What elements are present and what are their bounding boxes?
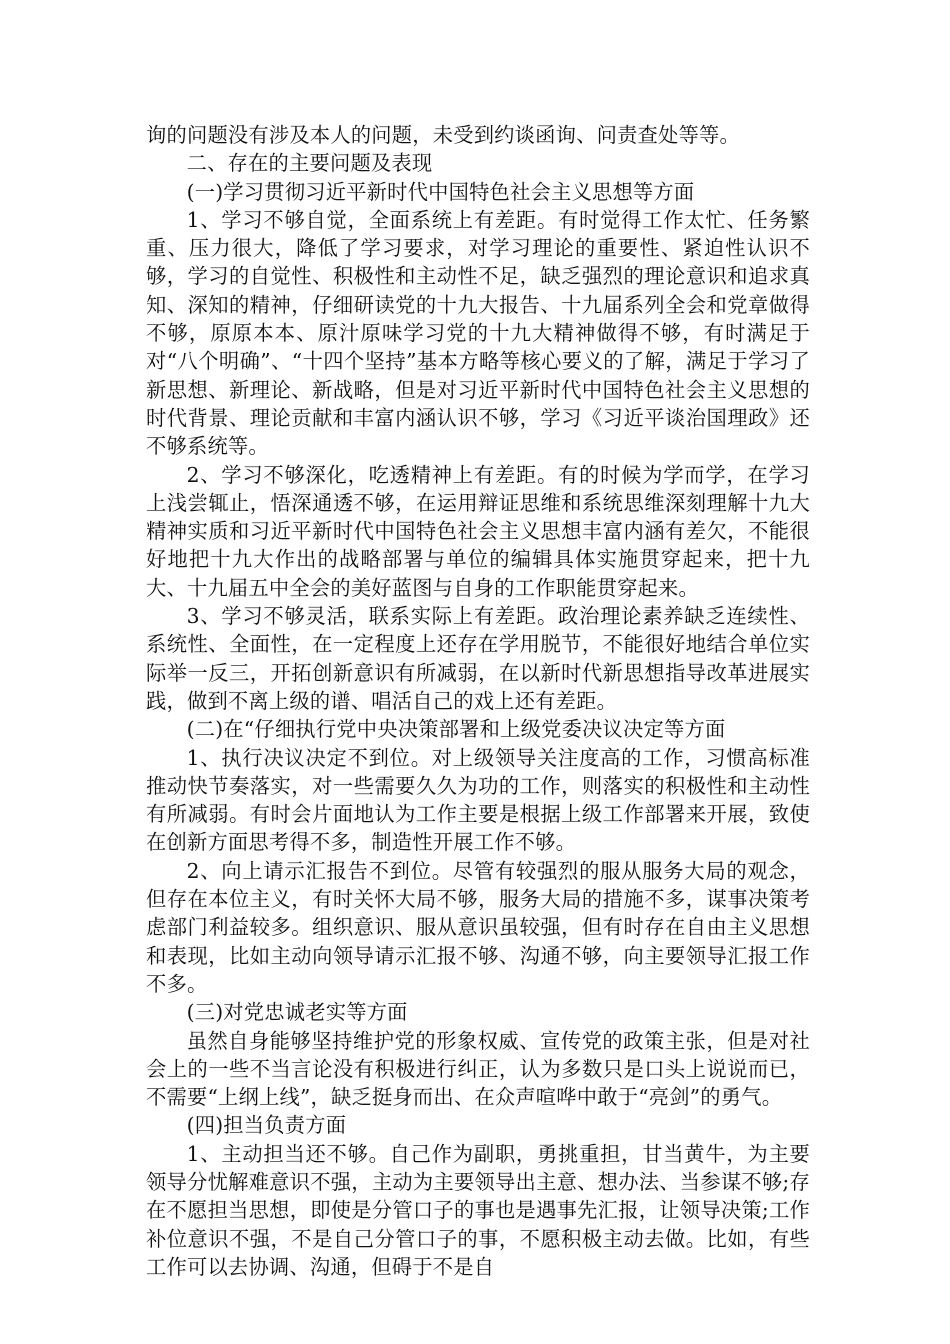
subsection-heading-2: (二)在“仔细执行党中央决策部署和上级党委决议决定等方面 (186, 717, 726, 742)
paragraph-execution-1: 1、执行决议决定不到位。对上级领导关注度高的工作，习惯高标准推动快节奏落实，对一些需要久久为功的工作，则落实的积极性和主动性有所减弱。有时会片面地认为工作主要是根据上级工作部署来开展，致使在创新方面思考得不多，制造性开展工作不够。 (146, 745, 810, 855)
document-page (146, 121, 810, 1281)
subsection-heading-1: (一)学习贯彻习近平新时代中国特色社会主义思想等方面 (186, 179, 695, 204)
subsection-heading-4: (四)担当负责方面 (186, 1113, 347, 1138)
paragraph-responsibility-1: 1、主动担当还不够。自己作为副职，勇挑重担，甘当黄牛，为主要领导分忧解难意识不强，主动为主要领导出主意、想办法、当参谋不够;存在不愿担当思想，即使是分管口子的事也是遇事先汇报，让领导决策;工作补位意识不强，不是自己分管口子的事，不愿积极主动去做。比如，有些工作可以去协调、沟通，但碍于不是自 (146, 1141, 810, 1279)
subsection-heading-3: (三)对党忠诚老实等方面 (186, 1000, 408, 1025)
paragraph-study-3: 3、学习不够灵活，联系实际上有差距。政治理论素养缺乏连续性、系统性、全面性，在一定程度上还存在学用脱节，不能很好地结合单位实际举一反三，开拓创新意识有所减弱，在以新时代新思想指导改革进展实践，做到不离上级的谱、唱活自己的戏上还有差距。 (146, 604, 810, 713)
section-heading-problems: 二、存在的主要问题及表现 (186, 151, 433, 176)
paragraph-continuation: 询的问题没有涉及本人的问题，未受到约谈函询、问责查处等等。 (146, 123, 740, 147)
paragraph-loyalty: 虽然自身能够坚持维护党的形象权威、宣传党的政策主张，但是对社会上的一些不当言论没有积极进行纠正，认为多数只是口头上说说而已，不需要“上纲上线”，缺乏挺身而出、在众声喧哗中敢于“亮剑”的勇气。 (146, 1028, 810, 1110)
paragraph-study-2: 2、学习不够深化，吃透精神上有差距。有的时候为学而学，在学习上浅尝辄止，悟深通透不够，在运用辩证思维和系统思维深刻理解十九大精神实质和习近平新时代中国特色社会主义思想丰富内涵有差欠，不能很好地把十九大作出的战略部署与单位的编辑具体实施贯穿起来，把十九大、十九届五中全会的美好蓝图与自身的工作职能贯穿起来。 (146, 462, 810, 600)
paragraph-execution-2: 2、向上请示汇报告不到位。尽管有较强烈的服从服务大局的观念，但存在本位主义，有时关怀大局不够，服务大局的措施不多，谋事决策考虑部门利益较多。组织意识、服从意识虽较强，但有时存在自由主义思想和表现，比如主动向领导请示汇报不够、沟通不够，向主要领导汇报工作不多。 (146, 858, 810, 996)
paragraph-study-1: 1、学习不够自觉，全面系统上有差距。有时觉得工作太忙、任务繁重、压力很大，降低了学习要求，对学习理论的重要性、紧迫性认识不够，学习的自觉性、积极性和主动性不足，缺乏强烈的理论意识和追求真知、深知的精神，仔细研读党的十九大报告、十九届系列全会和党章做得不够，原原本本、原汁原味学习党的十九大精神做得不够，有时满足于对“八个明确”、“十四个坚持”基本方略等核心要义的了解，满足于学习了新思想、新理论、新战略，但是对习近平新时代中国特色社会主义思想的时代背景、理论贡献和丰富内涵认识不够，学习《习近平谈治国理政》还不够系统等。 (146, 207, 810, 459)
